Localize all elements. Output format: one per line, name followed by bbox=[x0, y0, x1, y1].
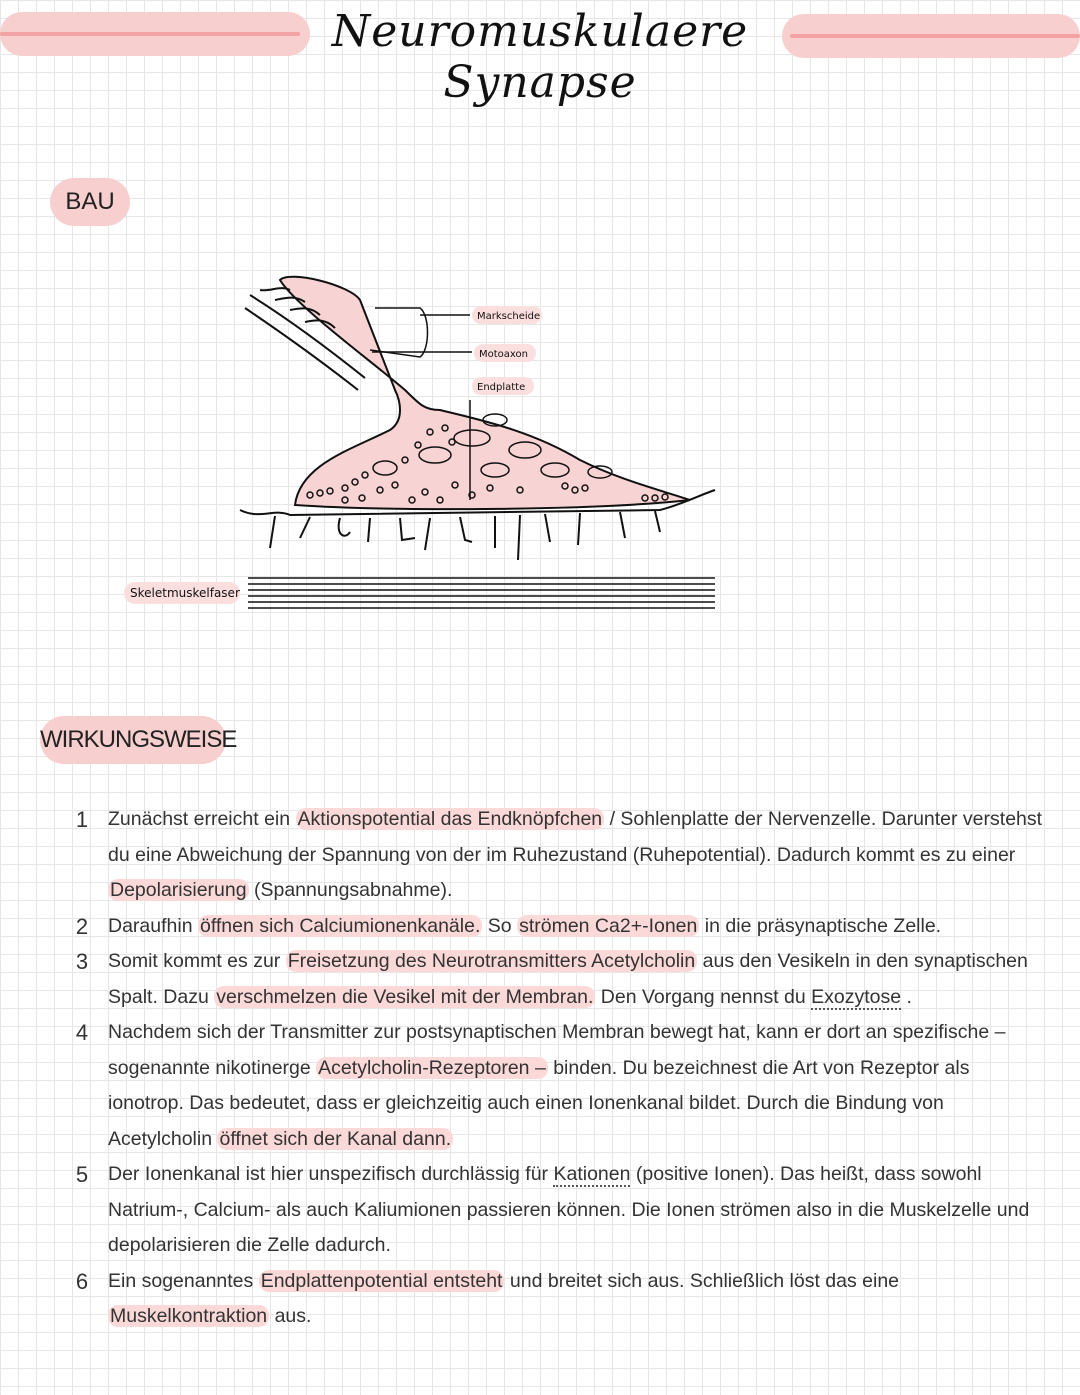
label-skeletmuskelfaser: Skeletmuskelfaser bbox=[130, 586, 240, 600]
label-motoaxon: Motoaxon bbox=[479, 349, 528, 360]
page-title: Neuromuskulaere Synapse bbox=[331, 6, 749, 108]
step-item bbox=[70, 1157, 1045, 1264]
step-text: Zunächst erreicht ein Aktionspotential das Endknöpfchen / Sohlenplatte der Nervenzelle. Darunter verstehst du eine Abweichung der Spannung von der im Ruhezustand (Ruhepotential). Dadurch kommt es zu einer Depolarisierung (Spannungsabnahme). bbox=[108, 808, 1043, 901]
step-number: 2 bbox=[75, 913, 89, 939]
step-item bbox=[70, 1264, 1045, 1335]
header-decoration-line-left bbox=[0, 32, 300, 36]
step-text: Ein sogenanntes Endplattenpotential entsteht und breitet sich aus. Schließlich löst das eine Muskelkontraktion aus. bbox=[108, 1269, 900, 1327]
step-number: 4 bbox=[75, 1020, 89, 1045]
steps-list bbox=[70, 802, 1045, 1335]
step-number: 5 bbox=[75, 1162, 89, 1187]
step-item bbox=[70, 909, 1045, 945]
step-text: Nachdem sich der Transmitter zur postsynaptischen Membran bewegt hat, kann er dort an spezifische – sogenannte nikotinerge Acetylcholin-Rezeptoren – binden. Du bezeichnest die Art von Rezeptor als ionotrop. Das bedeutet, dass er gleichzeitig auch einen Ionenkanal bildet. Durch die Bindung von Acetylcholin öffnet sich der Kanal dann. bbox=[108, 1021, 1006, 1150]
skeletal-muscle-fiber bbox=[248, 578, 715, 608]
step-item bbox=[70, 944, 1045, 1015]
header-decoration-line-right bbox=[790, 34, 1080, 38]
label-endplatte: Endplatte bbox=[477, 382, 526, 393]
step-text: Somit kommt es zur Freisetzung des Neurotransmitters Acetylcholin aus den Vesikeln in den synaptischen Spalt. Dazu verschmelzen die Vesikel mit der Membran. Den Vorgang nennst du Exozytose . bbox=[108, 950, 1028, 1008]
synapse-diagram bbox=[100, 260, 740, 620]
step-number: 6 bbox=[75, 1268, 89, 1294]
step-item bbox=[70, 1015, 1045, 1157]
step-item bbox=[70, 802, 1045, 909]
section-heading-wirkungsweise: WIRKUNGSWEISE bbox=[40, 716, 226, 764]
section-heading-bau: BAU bbox=[50, 178, 130, 226]
step-text: Daraufhin öffnen sich Calciumionenkanäle. So strömen Ca2+-Ionen in die präsynaptische Zelle. bbox=[108, 914, 942, 937]
step-text: Der Ionenkanal ist hier unspezifisch durchlässig für Kationen (positive Ionen). Das heißt, dass sowohl Natrium-, Calcium- als auch Kaliumionen passieren können. Die Ionen strömen also in die Muskelzelle und depolarisieren die Zelle dadurch. bbox=[108, 1163, 1030, 1256]
label-markscheide: Markscheide bbox=[477, 311, 541, 322]
step-number: 3 bbox=[75, 949, 89, 974]
step-number: 1 bbox=[75, 807, 89, 832]
